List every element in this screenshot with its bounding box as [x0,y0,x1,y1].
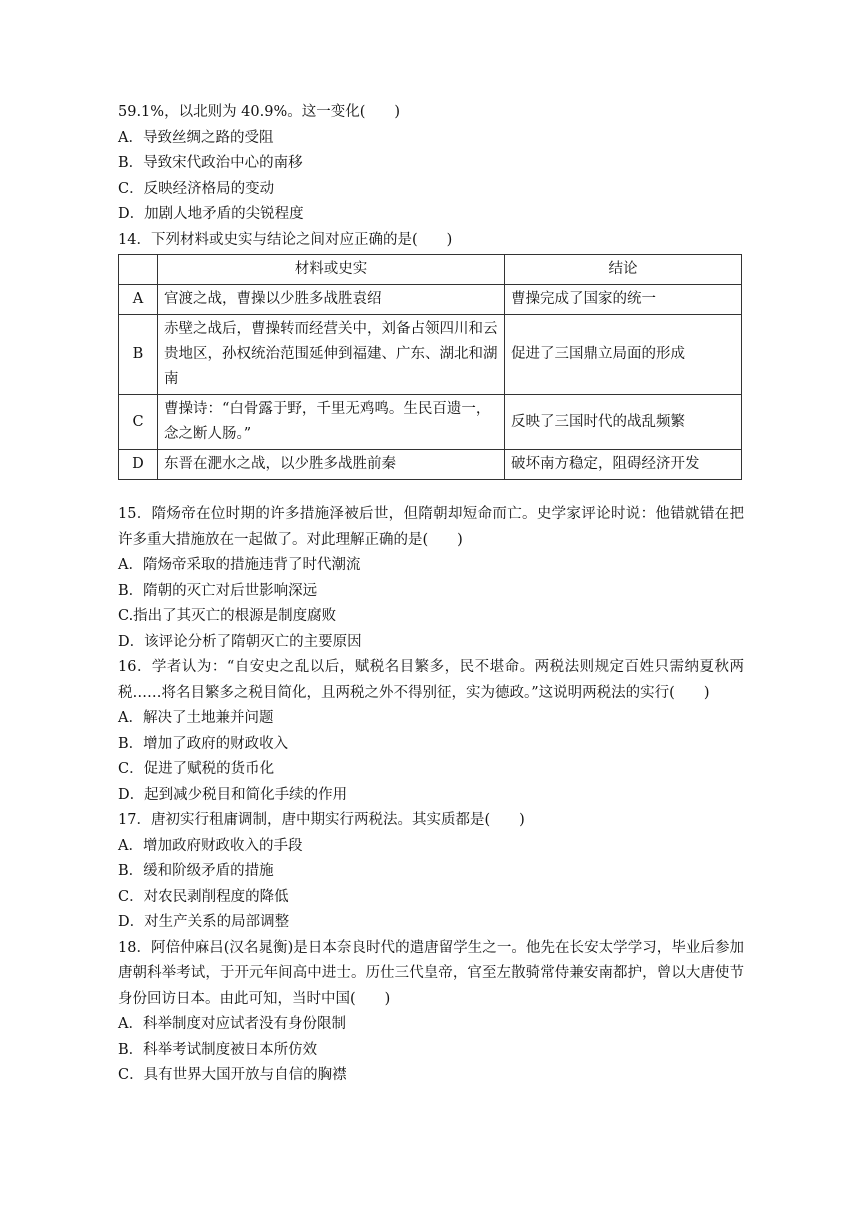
question-stem: 59.1%，以北则为 40.9%。这一变化( ) [118,104,401,120]
question-stem: 16．学者认为：“自安史之乱以后，赋税名目繁多，民不堪命。两税法则规定百姓只需纳夏秋两税……将名目繁多之税目简化，且两税之外不得别征，实为德政。”这说明两税法的实行( ) [118,659,744,701]
comparison-table [118,254,742,480]
option-a: A．增加政府财政收入的手段 [118,837,303,854]
question-15 [118,502,744,655]
option-b: B．科举考试制度被日本所仿效 [118,1041,318,1058]
row-letter: B [119,315,158,395]
table-header-material: 材料或史实 [158,255,505,285]
row-material: 东晋在淝水之战，以少胜多战胜前秦 [158,450,505,480]
row-letter: C [119,395,158,450]
option-a: A．隋炀帝采取的措施违背了时代潮流 [118,557,361,573]
option-c: C．反映经济格局的变动 [118,180,275,197]
question-14 [118,228,744,481]
question-stem: 15．隋炀帝在位时期的许多措施泽被后世，但隋朝却短命而亡。史学家评论时说：他错就错在把许多重大措施放在一起做了。对此理解正确的是( ) [118,506,744,548]
option-c: C．对农民剥削程度的降低 [118,888,289,905]
row-letter: A [119,285,158,315]
question-stem: 18．阿倍仲麻吕(汉名晁衡)是日本奈良时代的遣唐留学生之一。他先在长安太学学习，毕业后参加唐朝科举考试，于开元年间高中进士。历仕三代皇帝，官至左散骑常侍兼安南都护，曾以大唐使节身份回访日本。由此可知，当时中国( ) [118,939,744,1007]
option-d: D．起到减少税目和简化手续的作用 [118,786,348,803]
table-header-row [119,255,742,285]
row-material: 曹操诗：“白骨露于野，千里无鸡鸣。生民百遗一，念之断人肠。” [158,395,505,450]
exam-page [118,100,744,1089]
option-d: D．该评论分析了隋朝灭亡的主要原因 [118,633,362,650]
row-conclusion: 曹操完成了国家的统一 [505,285,742,315]
option-b: B．缓和阶级矛盾的措施 [118,863,274,879]
row-conclusion: 促进了三国鼎立局面的形成 [505,315,742,395]
table-header-conclusion: 结论 [505,255,742,285]
table-row [119,285,742,315]
row-conclusion: 破坏南方稳定，阻碍经济开发 [505,450,742,480]
table-row [119,315,742,395]
row-material: 官渡之战，曹操以少胜多战胜袁绍 [158,285,505,315]
option-a: A．导致丝绸之路的受阻 [118,129,274,146]
question-stem: 17．唐初实行租庸调制，唐中期实行两税法。其实质都是( ) [118,812,525,828]
question-13-tail [118,100,744,228]
option-b: B．隋朝的灭亡对后世影响深远 [118,582,318,599]
table-header-blank [119,255,158,285]
table-row [119,450,742,480]
table-row [119,395,742,450]
option-a: A．解决了土地兼并问题 [118,710,274,726]
option-c: C.指出了其灭亡的根源是制度腐败 [118,608,337,624]
option-d: D．对生产关系的局部调整 [118,914,290,930]
option-d: D．加剧人地矛盾的尖锐程度 [118,206,304,222]
row-conclusion: 反映了三国时代的战乱频繁 [505,395,742,450]
row-material: 赤壁之战后，曹操转而经营关中，刘备占领四川和云贵地区，孙权统治范围延伸到福建、广东、湖北和湖南 [158,315,505,395]
question-16 [118,655,744,808]
question-17 [118,808,744,936]
option-a: A．科举制度对应试者没有身份限制 [118,1016,346,1032]
option-c: C．具有世界大国开放与自信的胸襟 [118,1067,347,1083]
option-b: B．导致宋代政治中心的南移 [118,155,303,171]
question-18 [118,936,744,1089]
row-letter: D [119,450,158,480]
question-stem: 14．下列材料或史实与结论之间对应正确的是( ) [118,231,453,248]
option-b: B．增加了政府的财政收入 [118,735,289,752]
option-c: C．促进了赋税的货币化 [118,761,275,777]
